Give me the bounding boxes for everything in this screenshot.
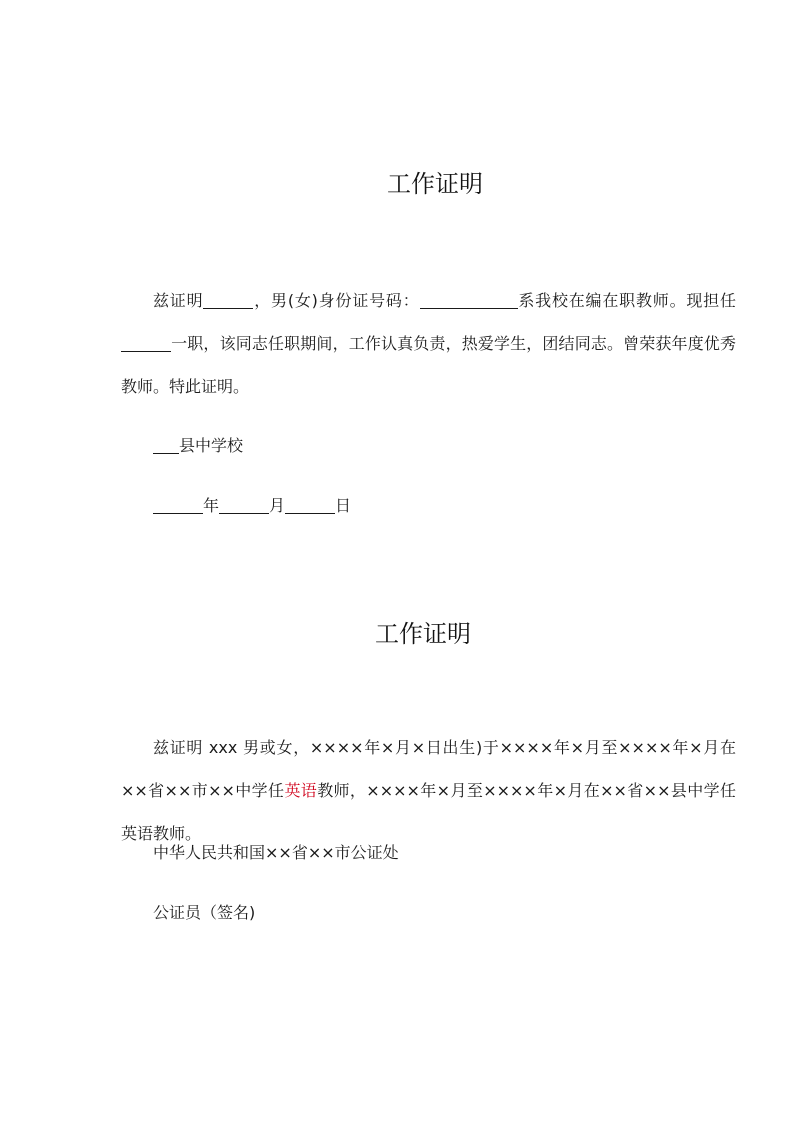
school-line <box>153 434 243 458</box>
school-name: 县中学校 <box>179 436 244 455</box>
day-blank <box>285 497 335 514</box>
highlighted-subject: 英语 <box>284 781 318 800</box>
month-label: 月 <box>269 496 286 515</box>
certify-text: 兹证明 <box>153 291 204 310</box>
date-line <box>153 494 351 518</box>
day-label: 日 <box>335 496 352 515</box>
month-blank <box>219 497 269 514</box>
employment-text: 系我校在编在职教师。现担任 <box>517 291 736 310</box>
section2-paragraph <box>121 726 736 855</box>
gender-id-text: ，男(女)身份证号码： <box>253 291 420 310</box>
section1-paragraph <box>121 279 736 408</box>
position-blank <box>121 335 171 352</box>
year-label: 年 <box>203 496 220 515</box>
section2-title: 工作证明 <box>375 620 471 648</box>
conduct-text: 一职，该同志任职期间，工作认真负责，热爱学生，团结同志。曾荣获年度优秀教师。特此证明。 <box>121 334 736 396</box>
notary-office: 中华人民共和国××省××市公证处 <box>153 843 399 862</box>
work-history-text: 兹证明 xxx 男或女，××××年×月×日出生)于××××年×月至××××年×月在××省××市××中学任 <box>121 738 736 800</box>
id-number-blank <box>420 292 518 309</box>
section1-title: 工作证明 <box>387 170 483 198</box>
name-blank <box>203 292 253 309</box>
work-history-text-continued: 教师，××××年×月至××××年×月在××省××县中学任英语教师。 <box>121 781 736 843</box>
notary-signature-line: 公证员（签名) <box>153 903 256 922</box>
county-blank <box>153 437 179 454</box>
year-blank <box>153 497 203 514</box>
